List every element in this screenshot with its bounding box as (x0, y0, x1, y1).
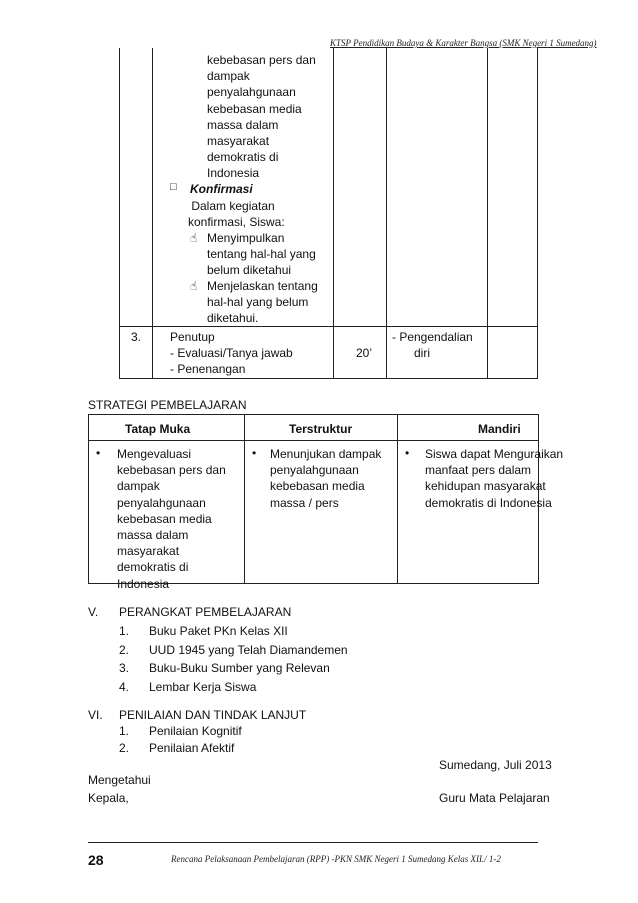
row-time: 20’ (356, 346, 373, 360)
perangkat-list (119, 622, 348, 696)
running-header: KTSP Pendidikan Budaya & Karakter Bangsa (SMK Negeri 1 Sumedang) (330, 38, 597, 48)
checkbox-bullet-icon: □ (170, 181, 177, 193)
konfirmasi-intro: Dalam kegiatan konfirmasi, Siswa: (188, 199, 285, 230)
list-item: 2. UUD 1945 yang Telah Diamandemen (119, 642, 348, 657)
penilaian-list (119, 723, 242, 757)
mengetahui-label: Mengetahui (88, 773, 151, 787)
konfirmasi-heading: Konfirmasi (190, 182, 253, 196)
hand-pointer-icon: ☝ (190, 231, 198, 245)
col-header-terstruktur: Terstruktur (289, 422, 353, 436)
footer-rule (88, 842, 538, 843)
tatap-muka-cell: Mengevaluasi kebebasan pers dan dampak penyalahgunaan kebebasan media massa dalam masyarakat demokratis di Indonesia (117, 447, 226, 591)
bullet-icon: • (252, 446, 257, 460)
penutup-activity: Penutup - Evaluasi/Tanya jawab - Penenangan (170, 330, 293, 377)
guru-label: Guru Mata Pelajaran (439, 791, 550, 805)
section-number: VI. (88, 708, 103, 722)
strategi-heading: STRATEGI PEMBELAJARAN (88, 398, 247, 412)
row-karakter: - Pengendalian diri (392, 330, 473, 361)
bullet-icon: • (96, 446, 101, 460)
footer-text: Rencana Pelaksanaan Pembelajaran (RPP) -PKN SMK Negeri 1 Sumedang Kelas XII./ 1-2 (171, 854, 501, 864)
col-header-mandiri: Mandiri (478, 422, 521, 436)
konfirmasi-item-1: Menyimpulkan tentang hal-hal yang belum diketahui (207, 231, 316, 278)
section-title-perangkat: PERANGKAT PEMBELAJARAN (119, 605, 292, 619)
list-item: 3. Buku-Buku Sumber yang Relevan (119, 661, 330, 675)
list-item: 4. Lembar Kerja Siswa (119, 679, 257, 694)
section-number: V. (88, 605, 99, 619)
konfirmasi-item-2: Menjelaskan tentang hal-hal yang belum diketahui. (207, 279, 318, 326)
list-item: 1. Penilaian Kognitif (119, 724, 242, 738)
activity-continued-text: kebebasan pers dan dampak penyalahgunaan kebebasan media massa dalam masyarakat demokratis di Indonesia (207, 53, 316, 181)
list-item: 2. Penilaian Afektif (119, 741, 235, 755)
place-date: Sumedang, Juli 2013 (439, 758, 552, 772)
bullet-icon: • (405, 446, 410, 460)
kepala-label: Kepala, (88, 791, 129, 805)
col-header-tatap-muka: Tatap Muka (125, 422, 191, 436)
row-number: 3. (131, 330, 142, 344)
hand-pointer-icon: ☝ (190, 279, 198, 293)
section-title-penilaian: PENILAIAN DAN TINDAK LANJUT (119, 708, 307, 722)
mandiri-cell: Siswa dapat Menguraikan manfaat pers dalam kehidupan masyarakat demokratis di Indonesia (425, 447, 564, 510)
page-number: 28 (88, 852, 104, 868)
list-item: 1. Buku Paket PKn Kelas XII (119, 624, 288, 638)
terstruktur-cell: Menunjukan dampak penyalahgunaan kebebasan media massa / pers (270, 447, 382, 510)
